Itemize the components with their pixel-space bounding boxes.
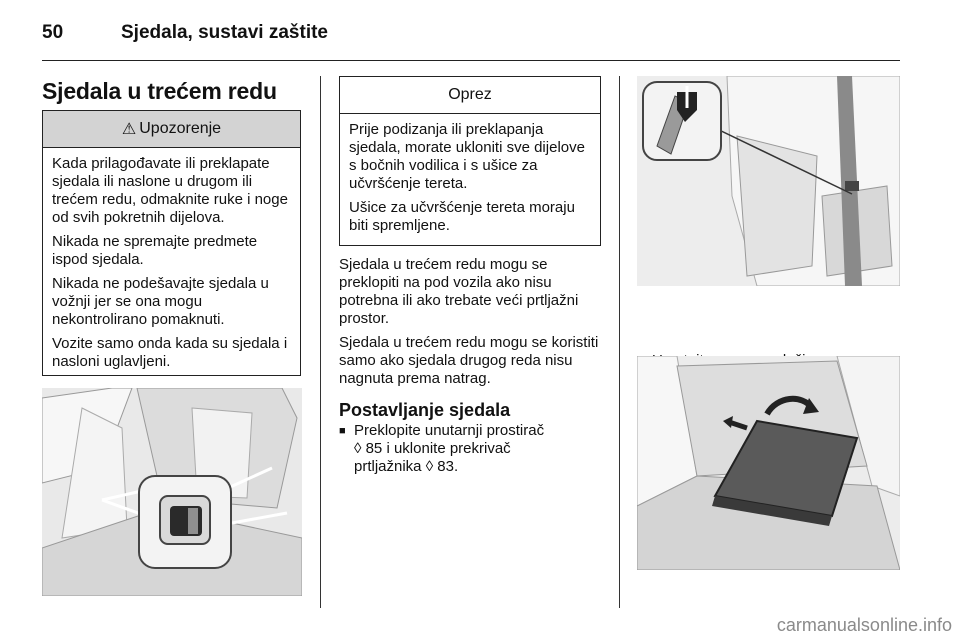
warning-box — [42, 110, 301, 376]
step-1-line-1: Preklopite unutarnji prostirač — [354, 422, 545, 439]
body-text — [339, 256, 601, 394]
watermark: carmanualsonline.info — [776, 615, 952, 635]
warning-header — [43, 111, 300, 148]
step-1-text: prtljažnika — [354, 458, 422, 475]
seatbelt-illustration — [637, 76, 900, 286]
caution-title: Oprez — [448, 86, 492, 103]
page-reference-link[interactable]: 83. — [437, 458, 459, 475]
folding-seat-illustration — [637, 356, 900, 570]
warning-body — [43, 148, 300, 371]
chapter-title: Sjedala, sustavi zaštite — [121, 22, 328, 43]
caution-box — [339, 76, 601, 246]
warning-title: Upozorenje — [139, 120, 222, 137]
bullet-marker: ■ — [339, 425, 346, 437]
header-rule — [42, 60, 900, 61]
section-title: Sjedala u trećem redu — [42, 78, 277, 104]
step-1-line-2 — [354, 440, 616, 458]
page-reference-icon: ◊ — [425, 458, 434, 475]
body-paragraph: Sjedala u trećem redu mogu se preklopiti na pod vozila ako nisu potrebna ili ako trebate veći prtljažni prostor. — [339, 256, 579, 327]
instruction-step-1 — [339, 422, 616, 476]
page-number: 50 — [42, 22, 64, 43]
warning-paragraph: Vozite samo onda kada su sjedala i nasloni uglavljeni. — [52, 335, 288, 370]
warning-paragraph: Kada prilagođavate ili preklapate sjedala ili naslone u drugom ili trećem redu, odmaknite ruke i noge od svih pokretnih dijelova. — [52, 155, 288, 226]
caution-paragraph: Prije podizanja ili preklapanja sjedala, morate ukloniti sve dijelove s bočnih vodilica i s ušice za učvršćenje tereta. — [349, 121, 585, 192]
page-reference-link[interactable]: 85 — [365, 440, 383, 457]
body-paragraph: Sjedala u trećem redu mogu se koristiti samo ako sjedala drugog reda nisu nagnuta prema natrag. — [339, 334, 599, 387]
column-divider — [320, 76, 321, 608]
trunk-hook-illustration — [42, 388, 302, 596]
caution-header — [340, 77, 600, 114]
warning-paragraph: Nikada ne podešavajte sjedala u vožnji jer se ona mogu nekontrolirano pomaknuti. — [52, 275, 269, 328]
caution-body — [340, 114, 600, 235]
subsection-title: Postavljanje sjedala — [339, 400, 511, 420]
warning-icon: ⚠ — [121, 121, 137, 138]
column-divider — [619, 76, 620, 608]
warning-paragraph: Nikada ne spremajte predmete ispod sjedala. — [52, 233, 258, 268]
page-reference-icon: ◊ — [354, 440, 362, 457]
caution-paragraph: Ušice za učvršćenje tereta moraju biti spremljene. — [349, 199, 575, 234]
step-1-line-3 — [354, 458, 616, 476]
step-1-text: i uklonite prekrivač — [386, 440, 511, 457]
